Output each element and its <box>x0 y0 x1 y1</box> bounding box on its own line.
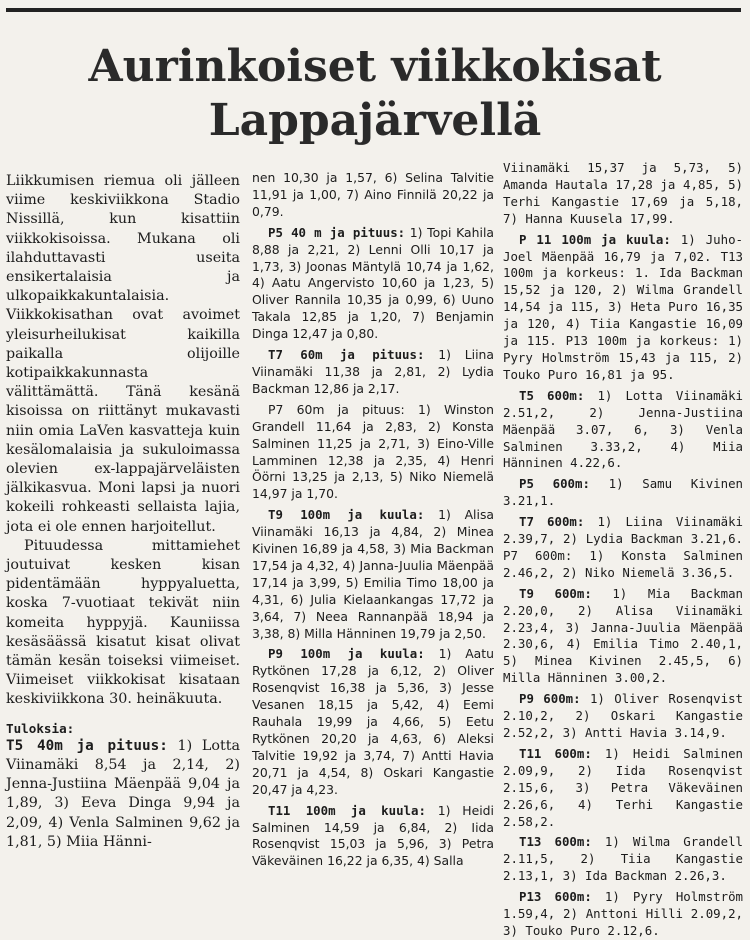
result-text: 1) Oliver Rosenqvist 2.10,2, 2) Oskari Kangastie 2.52,2, 3) Antti Havia 3.14,9. <box>503 691 743 740</box>
result-text: 1) Juho-Joel Mäenpää 16,79 ja 7,02. T13 100m ja korkeus: 1. Ida Backman 15,52 ja 120, 2) Wilma Grandell 14,54 ja 115, 3) Heta Puro 16,35 ja 120, 4) Tiia Kangastie 16,09 ja 115. P13 100m ja korkeus: 1) Pyry Holmström 15,43 ja 115, 2) Touko Puro 16,81 ja 95. <box>503 231 743 382</box>
result-entry <box>503 388 743 473</box>
result-entry <box>252 225 494 343</box>
result-text: 1) Heidi Salminen 2.09,9, 2) Iida Rosenqvist 2.15,6, 3) Petra Väkeväinen 2.26,6, 4) Terhi Kangastie 2.58,2. <box>503 745 743 829</box>
results-title: Tuloksia: <box>6 720 75 736</box>
result-text: 1) Pyry Holmström 1.59,4, 2) Anttoni Hilli 2.09,2, 3) Touko Puro 2.12,6. <box>503 889 743 938</box>
result-event: P5 600m: <box>519 476 590 492</box>
result-entry <box>252 347 494 398</box>
result-event: P9 100m ja kuula: <box>268 646 425 662</box>
results-list-3 <box>503 160 743 940</box>
result-text: 1) Alisa Viinamäki 16,13 ja 4,84, 2) Minea Kivinen 16,89 ja 4,58, 3) Mia Backman 17,54 ja 4,32, 4) Janna-Juulia Mäenpää 17,14 ja 3,99, 5) Emilia Timo 18,00 ja 4,31, 6) Julia Kielaankangas 17,72 ja 3,64, 7) Neea Rannanpää 18,94 ja 3,38, 8) Milla Hänninen 19,79 ja 2,50. <box>252 507 494 641</box>
result-event: T5 40m ja pituus: <box>6 737 168 754</box>
column-2 <box>252 170 494 869</box>
result-entry <box>503 691 743 742</box>
result-text: 1) Wilma Grandell 2.11,5, 2) Tiia Kangastie 2.13,1, 3) Ida Backman 2.26,3. <box>503 834 743 884</box>
result-entry <box>252 803 494 871</box>
result-event: T7 60m ja pituus: <box>268 347 425 363</box>
result-event: T13 600m: <box>519 834 592 850</box>
result-entry <box>503 889 743 940</box>
column-1 <box>6 172 240 862</box>
result-entry <box>503 476 743 510</box>
result-entry <box>252 402 494 503</box>
result-event: T9 100m ja kuula: <box>268 507 425 523</box>
result-event: T5 600m: <box>519 387 585 403</box>
result-event: T9 600m: <box>519 585 592 601</box>
result-text: 1) Liina Viinamäki 2.39,7, 2) Lydia Backman 3.21,6. P7 600m: 1) Konsta Salminen 2.46,2, 2) Niko Niemelä 3.36,5. <box>503 514 743 580</box>
result-event: T7 600m: <box>519 514 585 530</box>
result-entry <box>252 646 494 798</box>
result-entry <box>252 507 494 642</box>
headline <box>0 40 750 148</box>
result-text: 1) Samu Kivinen 3.21,1. <box>503 476 743 509</box>
result-text: 1) Lotta Viinamäki 8,54 ja 2,14, 2) Jenna-Justiina Mäenpää 9,04 ja 1,89, 3) Eeva Dinga 9,94 ja 2,09, 4) Venla Salminen 9,62 ja 1,81, 5) Miia Hänni- <box>6 737 240 850</box>
column-3 <box>503 160 743 938</box>
result-text: nen 10,30 ja 1,57, 6) Selina Talvitie 11,91 ja 1,00, 7) Aino Finnilä 20,22 ja 0,79. <box>252 170 494 219</box>
result-event: P 11 100m ja kuula: <box>519 231 671 247</box>
result-entry <box>503 834 743 885</box>
result-event: P5 40 m ja pituus: <box>268 224 406 240</box>
top-rule <box>6 8 741 12</box>
result-entry <box>6 737 240 852</box>
result-text: 1) Lotta Viinamäki 2.51,2, 2) Jenna-Justiina Mäenpää 3.07, 6, 3) Venla Salminen 3.33,2, 4) Miia Hänninen 4.22,6. <box>503 387 743 471</box>
result-entry <box>503 514 743 582</box>
result-text: Viinamäki 15,37 ja 5,73, 5) Amanda Hautala 17,28 ja 4,85, 5) Terhi Kangastie 17,69 ja 5,18, 7) Hanna Kuusela 17,99. <box>503 160 743 226</box>
result-entry <box>252 170 494 221</box>
result-text: 1) Heidi Salminen 14,59 ja 6,84, 2) Iida Rosenqvist 15,03 ja 5,96, 3) Petra Väkeväinen 16,22 ja 6,35, 4) Salla <box>252 802 494 869</box>
result-text: 1) Aatu Rytkönen 17,28 ja 6,12, 2) Oliver Rosenqvist 16,38 ja 5,36, 3) Jesse Vesanen 18,15 ja 5,42, 4) Eemi Rauhala 19,99 ja 4,66, 5) Eetu Rytkönen 20,20 ja 4,63, 6) Aleksi Talvitie 19,92 ja 3,74, 7) Antti Havia 20,71 ja 4,54, 8) Oskari Kangastie 20,47 ja 4,23. <box>252 646 494 797</box>
result-event: P9 600m: <box>519 691 581 707</box>
result-text: 1) Topi Kahila 8,88 ja 2,21, 2) Lenni Olli 10,17 ja 1,73, 3) Joonas Mäntylä 10,74 ja 1,62, 4) Aatu Angervisto 10,60 ja 1,23, 5) Oliver Rannila 10,35 ja 0,99, 6) Uuno Takala 12,85 ja 1,20, 7) Benjamin Dinga 12,47 ja 0,80. <box>252 224 494 342</box>
result-entry <box>503 160 743 228</box>
result-event: P13 600m: <box>519 889 592 905</box>
result-text: 1) Mia Backman 2.20,0, 2) Alisa Viinamäki 2.23,4, 3) Janna-Juulia Mäenpää 2.30,6, 4) Emilia Timo 2.40,1, 5) Minea Kivinen 2.45,5, 6) Milla Hänninen 3.00,2. <box>503 585 743 686</box>
result-entry <box>503 232 743 384</box>
results-list-1 <box>6 737 240 852</box>
result-text: 1) Liina Viinamäki 11,38 ja 2,81, 2) Lydia Backman 12,86 ja 2,17. <box>252 347 494 396</box>
headline-line-1: Aurinkoiset viikkokisat <box>88 41 662 92</box>
result-event: T11 100m ja kuula: <box>268 802 426 818</box>
headline-line-2: Lappajärvellä <box>208 95 542 146</box>
body-paragraph: Pituudessa mittamiehet joutuivat kesken kisan pidentämään hyppyaluetta, koska 7-vuotiaat tekivät niin komeita hyppyjä. Kauniissa kesäsäässä kisatut kisat olivat tämän kesän toiseksi viimeiset. Viimeiset viikkokisat kisataan keskiviikkona 30. heinäkuuta. <box>6 537 240 708</box>
body-paragraph: Liikkumisen riemua oli jälleen viime keskiviikkona Stadio Nissillä, kun kisattiin viikkokisoissa. Mukana oli ilahduttavasti useita ensikertalaisia ja ulkopaikkakuntalaisia. Viikkokisathan ovat avoimet yleisurheilukisat kaikilla paikalla olijoille kotipaikkakunnasta välittämättä. Tänä kesänä kisoissa on riittänyt mukavasti niin omia LaVen kasvatteja kuin kesälomalaisia ja sukuloimassa olevien ex-lappajärveläisten jälkikasvua. Moni lapsi ja nuori kokeili rohkeasti sellaista lajia, jota ei ole ennen harjoitellut. <box>6 173 240 535</box>
result-entry <box>503 746 743 831</box>
result-text: P7 60m ja pituus: 1) Winston Grandell 11,64 ja 2,83, 2) Konsta Salminen 11,25 ja 2,71, 3) Eino-Ville Lamminen 12,38 ja 2,35, 4) Henri Öörni 13,25 ja 2,13, 5) Niko Niemelä 14,97 ja 1,70. <box>252 401 494 502</box>
results-list-2 <box>252 170 494 870</box>
result-entry <box>503 586 743 687</box>
result-event: T11 600m: <box>519 745 592 761</box>
